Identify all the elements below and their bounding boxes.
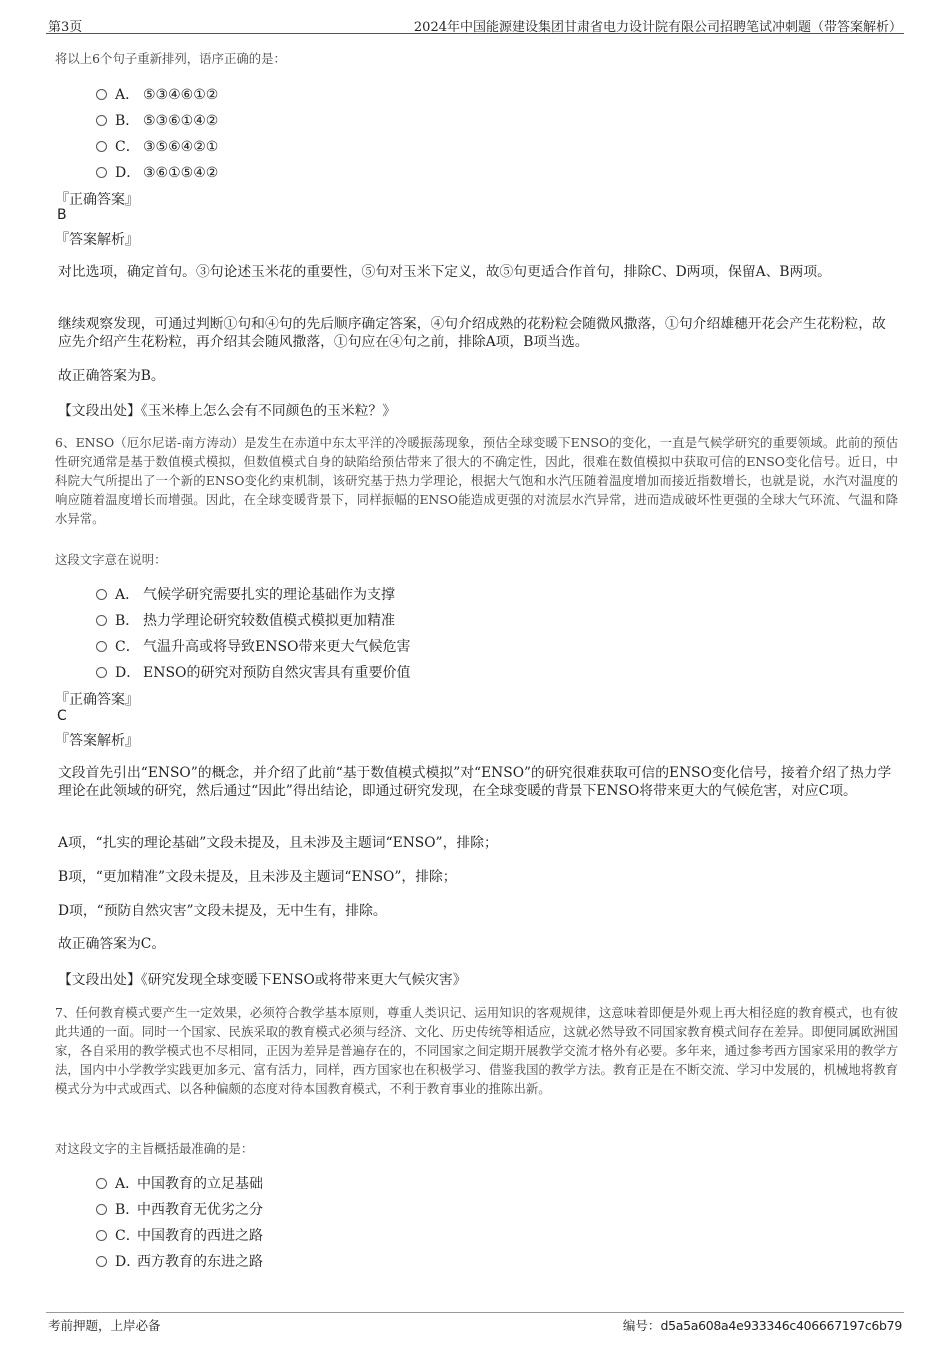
q7-option-d[interactable]: D．西方教育的东进之路 [96, 1251, 263, 1271]
q5-analysis-label: 『答案解析』 [55, 232, 139, 248]
q5-option-b[interactable]: B． ⑤③⑥①④② [96, 110, 218, 130]
q5-answer: B [57, 207, 67, 223]
radio-icon[interactable] [96, 89, 107, 100]
radio-icon[interactable] [96, 1230, 107, 1241]
q6-answer: C [57, 708, 67, 724]
footer-slogan: 考前押题，上岸必备 [48, 1318, 161, 1333]
q5-analysis-paragraph: 继续观察发现，可通过判断①句和④句的先后顺序确定答案，④句介绍成熟的花粉粒会随微风撒落，①句介绍雄穗开花会产生花粉粒，故应先介绍产生花粉粒，再介绍其会随风撒落，①句应在④句之前，排除A项，B项当选。 [58, 316, 886, 350]
q6-option-c[interactable]: C． 气温升高或将导致ENSO带来更大气候危害 [96, 636, 411, 656]
q6-analysis-label: 『答案解析』 [55, 733, 139, 749]
q6-analysis-paragraph: 故正确答案为C。 [58, 936, 166, 952]
q7-option-c[interactable]: C．中国教育的西进之路 [96, 1225, 263, 1245]
q5-prompt: 将以上6个句子重新排列，语序正确的是： [55, 51, 286, 66]
page-header [46, 12, 904, 34]
radio-icon[interactable] [96, 115, 107, 126]
radio-icon[interactable] [96, 615, 107, 626]
q6-analysis-paragraph: B项，“更加精准”文段未提及，且未涉及主题词“ENSO”，排除； [58, 869, 457, 885]
q6-answer-label: 『正确答案』 [55, 692, 139, 708]
q6-source: 【文段出处】《研究发现全球变暖下ENSO或将带来更大气候灾害》 [58, 972, 467, 988]
page-footer [46, 1312, 904, 1338]
radio-icon[interactable] [96, 1204, 107, 1215]
q6-option-d[interactable]: D． ENSO的研究对预防自然灾害具有重要价值 [96, 662, 411, 682]
footer-code: 编号：d5a5a608a4e933346c406667197c6b79 [622, 1318, 902, 1333]
radio-icon[interactable] [96, 641, 107, 652]
q6-option-b[interactable]: B． 热力学理论研究较数值模式模拟更加精准 [96, 610, 395, 630]
q7-prompt: 对这段文字的主旨概括最准确的是： [55, 1141, 254, 1156]
q7-option-b[interactable]: B．中西教育无优劣之分 [96, 1199, 263, 1219]
q5-answer-label: 『正确答案』 [55, 192, 139, 208]
radio-icon[interactable] [96, 1256, 107, 1267]
q7-option-a[interactable]: A．中国教育的立足基础 [96, 1173, 263, 1193]
radio-icon[interactable] [96, 589, 107, 600]
q5-analysis-paragraph: 对比选项，确定首句。③句论述玉米花的重要性，⑤句对玉米下定义，故⑤句更适合作首句，排除C、D两项，保留A、B两项。 [58, 264, 831, 280]
radio-icon[interactable] [96, 667, 107, 678]
document-title: 2024年中国能源建设集团甘肃省电力设计院有限公司招聘笔试冲刺题（带答案解析） [413, 20, 902, 35]
radio-icon[interactable] [96, 167, 107, 178]
q5-analysis-paragraph: 故正确答案为B。 [58, 368, 165, 384]
radio-icon[interactable] [96, 1178, 107, 1189]
q5-source: 【文段出处】《玉米棒上怎么会有不同颜色的玉米粒？》 [58, 403, 397, 419]
q6-analysis-paragraph: A项，“扎实的理论基础”文段未提及，且未涉及主题词“ENSO”，排除； [58, 835, 498, 851]
q7-text: 7、任何教育模式要产生一定效果，必须符合教学基本原则，尊重人类识记、运用知识的客观规律，这意味着即便是外观上再大相径庭的教育模式，也有彼此共通的一面。同时一个国家、民族采取的教育模式必须与经济、文化、历史传统等相适应，这就必然导致不同国家教育模式间存在差异。即便同属欧洲国家，各自采用的教学模式也不尽相同，正因为差异是普遍存在的，不同国家之间定期开展教学交流才格外有必要。多年来，通过参考西方国家采用的教学方法，国内中小学教学实践更加多元、富有活力，同样，西方国家也在积极学习、借鉴我国的教学方法。教育正是在不断交流、学习中发展的，机械地将教育模式分为中式或西式、以各种偏颇的态度对待本国教育模式，不利于教育事业的推陈出新。 [55, 1005, 898, 1096]
q5-option-d[interactable]: D． ③⑥①⑤④② [96, 162, 218, 182]
q6-text: 6、ENSO（厄尔尼诺-南方涛动）是发生在赤道中东太平洋的冷暖振荡现象，预估全球变暖下ENSO的变化，一直是气候学研究的重要领域。此前的预估性研究通常是基于数值模式模拟，但数值模式自身的缺陷给预估带来了很大的不确定性，因此，很难在数值模拟中获取可信的ENSO变化信号。近日，中科院大气所提出了一个新的ENSO变化约束机制，该研究基于热力学理论，根据大气饱和水汽压随着温度增加而接近指数增长，也就是说，水汽对温度的响应随着温度增长而增强。因此，在全球变暖背景下，同样振幅的ENSO能造成更强的对流层水汽异常，进而造成破坏性更强的全球大气环流、气温和降水异常。 [55, 435, 898, 526]
q5-option-a[interactable]: A． ⑤③④⑥①② [96, 84, 218, 104]
q6-prompt: 这段文字意在说明： [55, 552, 167, 567]
page-number: 第3页 [48, 20, 83, 35]
q6-analysis-paragraph: 文段首先引出“ENSO”的概念，并介绍了此前“基于数值模式模拟”对“ENSO”的研究很难获取可信的ENSO变化信号，接着介绍了热力学理论在此领域的研究，然后通过“因此”得出结论，即通过研究发现，在全球变暖的背景下ENSO将带来更大的气候危害，对应C项。 [58, 765, 892, 799]
q5-option-c[interactable]: C． ③⑤⑥④②① [96, 136, 218, 156]
radio-icon[interactable] [96, 141, 107, 152]
q6-analysis-paragraph: D项，“预防自然灾害”文段未提及，无中生有，排除。 [58, 903, 387, 919]
q6-option-a[interactable]: A． 气候学研究需要扎实的理论基础作为支撑 [96, 584, 395, 604]
